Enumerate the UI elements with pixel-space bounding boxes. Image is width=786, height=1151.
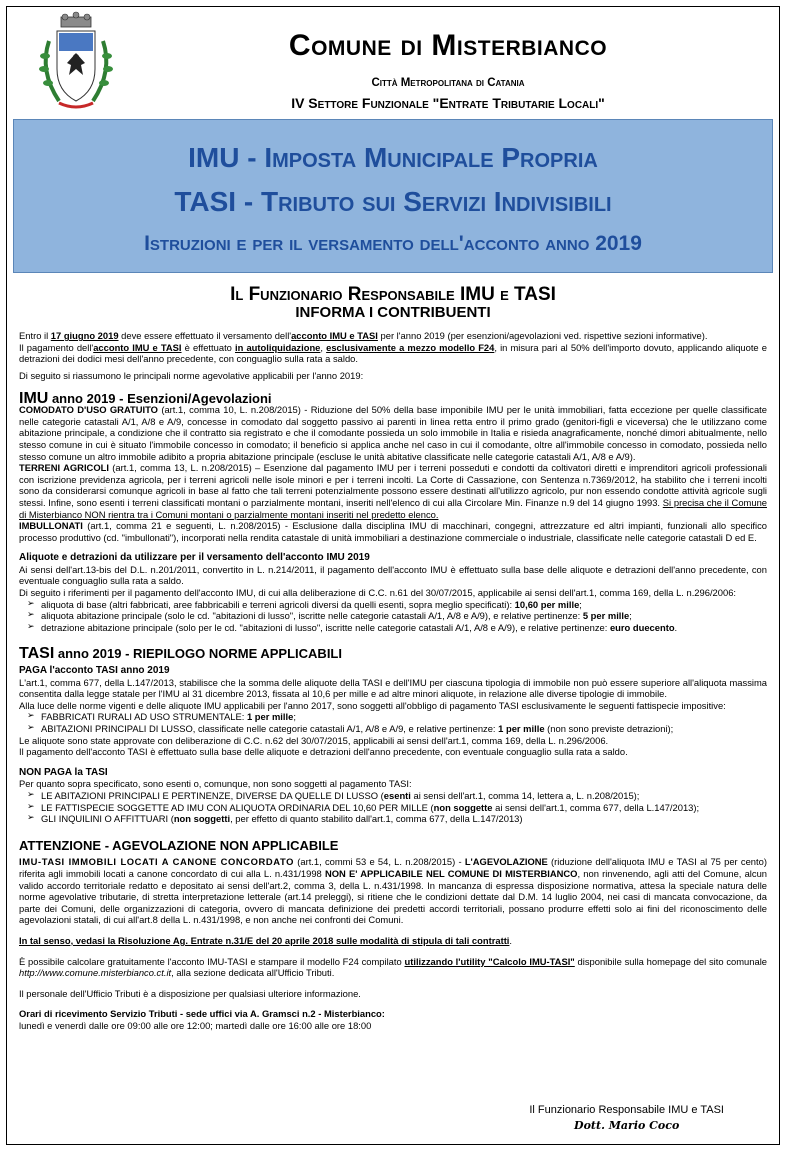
text: 5 per mille	[582, 610, 630, 622]
text: (art.1, comma 10, L. n.208/2015) - Riduzione del 50% della base imponibile IMU per le unità immobiliari, fatta eccezione per quelle classificate nelle categorie catastali A/1, A/8 e A/9, concesse in comodato dal soggetto passivo ai parenti in linea retta entro il primo grado (genitori-figli e viceversa) che le utilizzano come abitazione principale, a condizione che il contratto sia registrato e che il comodante possieda un solo immobile in Italia e risieda anagraficamente, nonché dimori abitualmente, nello stesso comune in cui è situato l'immobile concesso in comodato; il beneficio si applica anche nel caso in cui il comodante, oltre all'immobile concesso in comodato, possieda nello stesso comune un altro immobile adibito a propria abitazione principale (escluse le unità abitative classificate nelle categorie catastali A/1, A/8 e A/9).	[19, 404, 768, 462]
document-body	[19, 279, 767, 1031]
aliquote-list	[19, 599, 767, 634]
text: 1 per mille	[498, 723, 545, 734]
text: euro duecento	[609, 621, 675, 633]
nonpaga-list	[19, 790, 767, 825]
text: detrazione abitazione principale (solo per le cd. "abitazioni di lusso", iscritte nelle categorie catastali A/1, A/8 e A/9), e relative pertinenze:	[41, 621, 610, 633]
text: TASI	[19, 645, 55, 663]
list-item	[41, 599, 767, 611]
text: ;	[579, 598, 582, 610]
text: COMODATO D'USO GRATUITO	[19, 404, 158, 416]
list-item	[41, 813, 767, 825]
calcolo-paragraph	[19, 956, 767, 979]
signature-block	[529, 1104, 724, 1132]
text: per l'anno 2019 (per esenzioni/agevolazioni ved. rispettive sezioni informative).	[377, 330, 708, 342]
text: , alla sezione dedicata all'Ufficio Tributi.	[171, 967, 335, 979]
list-item	[41, 723, 767, 735]
text: anno 2019 - RIEPILOGO NORME APPLICABILI	[54, 646, 342, 662]
text: NON E' APPLICABILE NEL COMUNE DI MISTERBIANCO	[324, 867, 578, 879]
text: Il pagamento dell'	[19, 341, 94, 353]
text: GLI INQUILINI O AFFITTUARI (	[41, 813, 174, 825]
orari-text: lunedì e venerdì dalle ore 09:00 alle ore 12:00; martedì dalle ore 16:00 alle ore 18:00	[19, 1019, 372, 1031]
canone-concordato-paragraph	[19, 856, 767, 926]
nonpaga-paragraph: Per quanto sopra specificato, sono esenti o, comunque, non sono soggetti al pagamento TASI:	[19, 778, 412, 790]
text: È possibile calcolare gratuitamente l'acconto IMU-TASI e stampare il modello F24 compilato	[19, 955, 405, 967]
intro-paragraph-3: Di seguito si riassumono le principali norme agevolative applicabili per l'anno 2019:	[19, 369, 364, 381]
text: Entro il	[19, 330, 51, 342]
text: LE ABITAZIONI PRINCIPALI E PERTINENZE, DIVERSE DA QUELLE DI LUSSO (	[41, 789, 384, 801]
text: aliquota abitazione principale (solo le cd. "abitazioni di lusso", iscritte nelle categorie catastali A/1, A/8 e A/9), e relative pertinenze:	[41, 610, 583, 622]
text: ;	[629, 610, 632, 622]
nonpaga-heading: NON PAGA la TASI	[19, 766, 108, 778]
text: L'AGEVOLAZIONE	[464, 856, 548, 868]
section-title: Il Funzionario Responsabile IMU e TASI	[230, 284, 556, 305]
text: ai sensi dell'art.1, comma 677, della L.147/2013);	[492, 801, 700, 813]
text: è effettuato	[181, 341, 235, 353]
text: , per effetto di quanto stabilito dall'art.1, comma 677, della L.147/2013)	[230, 813, 523, 825]
title-banner	[13, 119, 773, 273]
text: ,	[320, 341, 327, 353]
text: (art.1, comma 13, L. n.208/2015) – Esenzione dal pagamento IMU per i terreni posseduti e condotti da coltivatori diretti e imprenditori agricoli professionali con iscrizione previdenza agricola, per i terreni agricoli nelle isole minori e per i terreni incolti. La Corte di Cassazione, con Sentenza n.7369/2012, ha stabilito che i terreni incolti sono da considerarsi comunque agricoli in base al fatto che tali terreni potenzialmente possono essere destinati all'utilizzo agricolo, pur non essendo condotte attività agricole sugli stessi. Infine, sono esenti i terreni classificati montani o parzialmente montani, inseriti nell'elenco di cui alla Circolare Min. Finanze n.9 del 14 giugno 1993.	[19, 462, 767, 508]
text: (non sono previste detrazioni);	[544, 723, 674, 734]
signature-role: Il Funzionario Responsabile IMU e TASI	[529, 1104, 724, 1116]
text: IMU	[19, 389, 49, 407]
aliquote-paragraph-1: Ai sensi dell'art.13-bis del D.L. n.201/2011, convertito in L. n.214/2011, il pagamento dell'acconto IMU è effettuato sulla base delle aliquote e detrazioni dell'anno precedente, con eventuale conguaglio sulla rata a saldo.	[19, 563, 767, 587]
paga-paragraph-4: Il pagamento dell'acconto TASI è effettuato sulla base delle aliquote e detrazioni dell'anno precedente, con eventuale conguaglio sulla rata a saldo.	[19, 746, 628, 758]
comodato-paragraph	[19, 404, 767, 462]
text: anno 2019 - Esenzioni/Agevolazioni	[48, 390, 272, 406]
text: ;	[293, 711, 296, 723]
autoliquidazione-label: in autoliquidazione	[235, 341, 321, 353]
orari-heading: Orari di ricevimento Servizio Tributi - sede uffici via A. Gramsci n.2 - Misterbianco:	[19, 1008, 385, 1020]
acconto-label: acconto IMU e TASI	[291, 330, 378, 342]
text: , in misura pari al 50% dell'importo dovuto, applicando aliquote e detrazioni dei dodici mesi dell'anno precedente, con conguaglio sulla rata a saldo.	[19, 341, 767, 365]
department-name: IV Settore Funzionale "Entrate Tributarie Locali"	[291, 95, 605, 111]
imbullonati-paragraph	[19, 520, 767, 543]
signature-name: Dott. Mario Coco	[574, 1119, 680, 1132]
header	[7, 7, 779, 117]
text: FABBRICATI RURALI AD USO STRUMENTALE:	[41, 711, 247, 723]
paga-paragraph-3: Le aliquote sono state approvate con deliberazione di C.C. n.62 del 30/07/2015, applicabili ai sensi dell'art.1, comma 169, della L. n.296/2006.	[19, 734, 609, 746]
list-item	[41, 802, 767, 814]
text: .	[674, 621, 678, 633]
document-frame	[6, 6, 780, 1145]
list-item	[41, 790, 767, 802]
list-item	[41, 610, 767, 622]
text: (art.1, commi 53 e 54, L. n.208/2015) -	[294, 856, 465, 868]
personale-paragraph: Il personale dell'Ufficio Tributi è a disposizione per qualsiasi ulteriore informazione.	[19, 987, 361, 999]
banner-tasi-title: TASI - Tributo sui Servizi Indivisibili	[174, 186, 612, 217]
text: , non rinvenendo, agli atti del Comune, alcun valido accordo territoriale redatto e depositato ai sensi dell'art.2, comma 3, della L. n.431/1998. In mancanza di espressa disposizione normativa, attesa la speciale natura delle norme agevolative tributarie, di stretta interpretazione letterale (art.14 preleggi), si ritiene che le condizioni dettate dal D.M. 14 luglio 2004, nei casi di mancata convocazione, da parte dei Comuni, delle organizzazioni di categoria, ovvero di mancata definizione dei predetti accordi territoriali, possano produrre effetti solo ai fini del riconoscimento delle agevolazioni statali, di cui all'art.8 della L. n.431/1998, e non anche nei confronti dei Comuni.	[19, 867, 767, 926]
banner-instructions-title: Istruzioni e per il versamento dell'acconto anno 2019	[144, 232, 642, 255]
text: non soggette	[433, 801, 493, 813]
text: deve essere effettuato il versamento dell'	[118, 330, 292, 342]
tasi-heading	[19, 645, 767, 663]
imu-heading	[19, 389, 767, 407]
paga-paragraph-1: L'art.1, comma 677, della L.147/2013, stabilisce che la somma delle aliquote della TASI e dell'IMU per ciascuna tipologia di immobile non può essere superiore all'aliquota massima consentita dalla legge statale per l'IMU al 31 dicembre 2013, fissata al 10,6 per mille e ad altre minori aliquote, in relazione alle diverse tipologie di immobile.	[19, 676, 767, 700]
acconto-label: acconto IMU e TASI	[93, 341, 182, 353]
intro-paragraph-2	[19, 342, 767, 365]
intro-paragraph-1	[19, 330, 767, 342]
text: IMU-TASI IMMOBILI LOCATI A CANONE CONCORDATO	[19, 856, 294, 868]
municipal-crest-icon	[29, 11, 123, 115]
text: IMBULLONATI	[19, 520, 83, 532]
municipality-subtitle: Città Metropolitana di Catania	[371, 77, 525, 89]
text: (art.1, comma 21 e seguenti, L. n.208/2015) - Esclusione dalla disciplina IMU di macchinari, congegni, attrezzature ed altri impianti, funzionali allo specifico processo produttivo (cd. "imbullonati"), incorporati nella rendita catastale di unità immobiliari a destinazione commerciale o industriale, classificate nelle categorie catastali D ed E.	[19, 520, 767, 543]
text: esenti	[383, 789, 411, 801]
municipality-title: Comune di Misterbianco	[288, 29, 608, 62]
text: .	[509, 934, 513, 946]
risoluzione-paragraph	[19, 935, 767, 947]
attenzione-heading: ATTENZIONE - AGEVOLAZIONE NON APPLICABILE	[19, 837, 339, 853]
text: TERRENI AGRICOLI	[19, 462, 109, 474]
list-item	[41, 622, 767, 634]
aliquote-heading: Aliquote e detrazioni da utilizzare per il versamento dell'acconto IMU 2019	[19, 552, 370, 564]
text: non soggetti	[173, 813, 231, 825]
deadline-date: 17 giugno 2019	[50, 330, 119, 342]
text: aliquota di base (altri fabbricati, aree fabbricabili e terreni agricoli diversi da quelli esenti, sopra meglio specificati):	[41, 598, 515, 610]
banner-imu-title: IMU - Imposta Municipale Propria	[188, 142, 598, 173]
text: disponibile sulla homepage del sito comunale	[574, 955, 767, 967]
website-link[interactable]: http://www.comune.misterbianco.ct.it	[19, 967, 172, 979]
text: ai sensi dell'art.1, comma 14, lettera a, L. n.208/2015);	[410, 789, 640, 801]
terreni-paragraph	[19, 462, 767, 520]
text: LE FATTISPECIE SOGGETTE AD IMU CON ALIQUOTA ORDINARIA DEL 10,60 PER MILLE (	[41, 801, 434, 813]
text: 1 per mille	[246, 711, 294, 723]
aliquote-paragraph-2: Di seguito i riferimenti per il pagamento dell'acconto IMU, di cui alla deliberazione di C.C. n.61 del 30/07/2015, applicabile ai sensi dell'art.1, comma 169, della L. n.296/2006:	[19, 587, 737, 599]
text: 10,60 per mille	[514, 598, 580, 610]
text: (riduzione dell'aliquota IMU e TASI al 75 per cento) riferita agli immobili locati a canone concordato di cui alla L. n.431/1998	[19, 856, 767, 879]
text: In tal senso, vedasi la Risoluzione Ag. Entrate n.31/E del 20 aprile 2018 sulle modalità di stipula di tali contratti	[19, 934, 510, 946]
paga-paragraph-2: Alla luce delle norme vigenti e delle aliquote IMU applicabili per l'anno 2017, sono soggetti all'obbligo di pagamento TASI esclusivamente le seguenti fattispecie impositive:	[19, 699, 726, 711]
text: Si precisa che il Comune di Misterbianco NON rientra tra i Comuni montani o parzialmente montani inseriti nel predetto elenco.	[19, 496, 767, 520]
f24-label: esclusivamente a mezzo modello F24	[326, 341, 495, 353]
text: ABITAZIONI PRINCIPALI DI LUSSO, classificate nelle categorie catastali A/1, A/8 e A/9, e relative pertinenze:	[41, 723, 499, 734]
list-item	[41, 711, 767, 723]
section-subtitle: INFORMA I CONTRIBUENTI	[295, 303, 491, 321]
paga-list	[19, 711, 767, 734]
calcolo-utility-link[interactable]: utilizzando l'utility "Calcolo IMU-TASI"	[404, 955, 575, 967]
paga-heading: PAGA l'acconto TASI anno 2019	[19, 665, 170, 677]
